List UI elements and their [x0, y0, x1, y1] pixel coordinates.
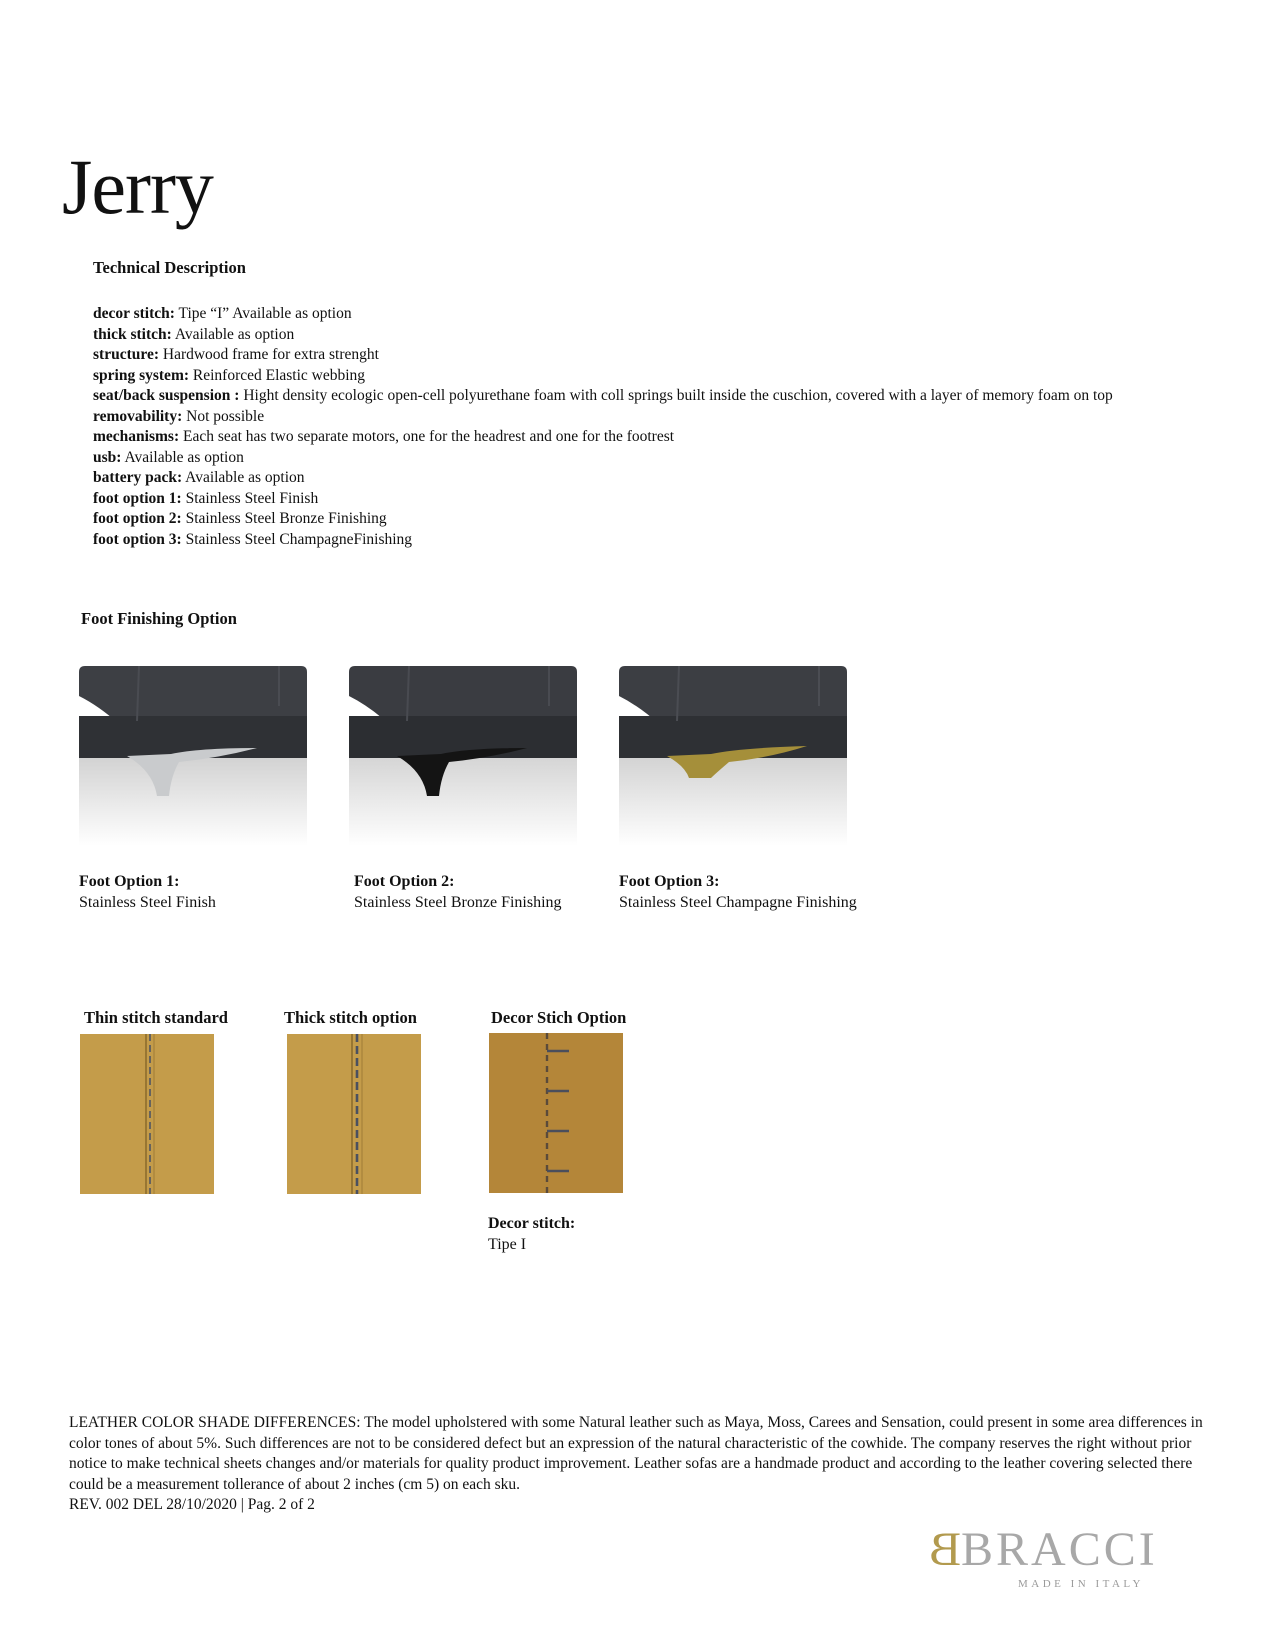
revision-info: REV. 002 DEL 28/10/2020 | Pag. 2 of 2 [69, 1496, 315, 1513]
foot-option-2-caption [354, 872, 562, 913]
spec-row [93, 448, 1113, 469]
spec-label: mechanisms: [93, 428, 180, 445]
spec-row [93, 304, 1113, 325]
decor-stitch-label: Decor stitch: [488, 1215, 576, 1232]
disclaimer-text: LEATHER COLOR SHADE DIFFERENCES: The model upholstered with some Natural leather such as Maya, Moss, Carees and Sensation, could present in some area differences in color tones of about 5%. Such differences are not to be considered defect but an expression of the natural characteristic of the cowhide. The company reserves the right without prior notice to make technical sheets changes and/or materials for quality product improvement. Leather sofas are a handmade product and according to the leather covering selected there could be a measurement tollerance of about 2 inches (cm 5) on each sku. [69, 1414, 1203, 1493]
logo-wordmark [926, 1523, 1196, 1576]
foot-option-label: Foot Option 3: [619, 873, 720, 890]
spec-value: Available as option [121, 448, 244, 466]
spec-value: Hight density ecologic open-cell polyurethane foam with coll springs built inside the cuschion, covered with a layer of memory foam on top [239, 387, 1113, 404]
spec-value: Available as option [182, 469, 305, 486]
spec-row [93, 509, 1113, 530]
logo-name: BRACCI [961, 1523, 1158, 1576]
spec-label: structure: [93, 346, 159, 363]
spec-row [93, 366, 1113, 387]
spec-value: Stainless Steel ChampagneFinishing [181, 530, 413, 548]
spec-value: Stainless Steel Finish [181, 489, 319, 507]
technical-description-heading: Technical Description [93, 258, 246, 277]
foot-option-label: Foot Option 1: [79, 873, 180, 890]
spec-value: Tipe “I” Available as option [174, 305, 352, 322]
spec-label: foot option 1: [93, 489, 182, 507]
spec-row [93, 427, 1113, 448]
thin-stitch-image [80, 1034, 214, 1194]
spec-row [93, 530, 1113, 551]
decor-stitch-heading: Decor Stich Option [491, 1008, 627, 1027]
spec-row [93, 489, 1113, 510]
spec-value: Stainless Steel Bronze Finishing [181, 510, 387, 527]
logo-tagline: MADE IN ITALY [1017, 1578, 1144, 1590]
spec-label: thick stitch: [93, 325, 172, 343]
thin-stitch-heading: Thin stitch standard [84, 1008, 228, 1027]
thick-stitch-image [287, 1034, 421, 1194]
foot-option-3-caption [619, 872, 857, 913]
spec-value: Available as option [171, 325, 295, 343]
foot-option-value: Stainless Steel Bronze Finishing [354, 893, 562, 911]
spec-list [93, 304, 1113, 550]
logo-mirrored-b: B [926, 1523, 962, 1576]
spec-label: spring system: [93, 366, 190, 384]
thick-stitch-heading: Thick stitch option [284, 1008, 417, 1027]
spec-value: Reinforced Elastic webbing [189, 366, 366, 384]
spec-label: seat/back suspension : [93, 387, 240, 404]
spec-label: foot option 3: [93, 530, 182, 548]
decor-stitch-value: Tipe I [488, 1235, 527, 1253]
product-title: Jerry [62, 143, 213, 230]
spec-label: battery pack: [93, 469, 183, 486]
spec-value: Not possible [182, 407, 265, 425]
spec-row [93, 325, 1113, 346]
foot-option-1-image [79, 666, 307, 846]
spec-label: foot option 2: [93, 510, 182, 527]
foot-option-value: Stainless Steel Finish [79, 893, 216, 911]
spec-value: Hardwood frame for extra strenght [159, 346, 379, 363]
foot-option-1-caption [79, 872, 216, 913]
foot-option-value: Stainless Steel Champagne Finishing [619, 893, 857, 911]
foot-option-2-image [349, 666, 577, 846]
decor-stitch-caption [488, 1214, 575, 1255]
spec-row [93, 468, 1113, 489]
spec-label: decor stitch: [93, 305, 175, 322]
spec-label: usb: [93, 448, 122, 466]
spec-label: removability: [93, 407, 183, 425]
bracci-logo [926, 1523, 1196, 1596]
spec-row [93, 407, 1113, 428]
foot-finishing-heading: Foot Finishing Option [81, 609, 237, 628]
spec-row [93, 386, 1113, 407]
decor-stitch-image [489, 1033, 623, 1193]
foot-option-label: Foot Option 2: [354, 873, 455, 890]
disclaimer [69, 1413, 1219, 1516]
spec-row [93, 345, 1113, 366]
spec-value: Each seat has two separate motors, one for the headrest and one for the footrest [179, 428, 675, 445]
foot-option-3-image [619, 666, 847, 846]
